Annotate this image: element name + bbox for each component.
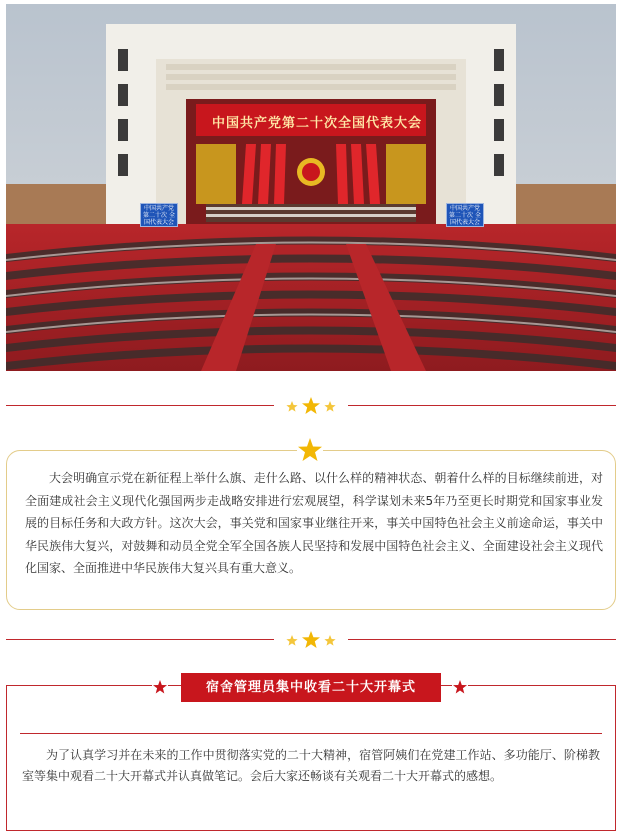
star-divider: [6, 397, 616, 415]
card-star: [297, 437, 323, 463]
red-star-icon: [152, 679, 168, 695]
star-icon: [286, 401, 297, 412]
star-divider: [6, 631, 616, 649]
star-icon: [302, 397, 320, 414]
divider-line-left: [6, 405, 274, 406]
intro-card: [6, 450, 616, 610]
star-icon: [324, 635, 335, 646]
intro-paragraph: 大会明确宣示党在新征程上举什么旗、走什么路、以什么样的精神状态、朝着什么样的目标继续前进，对全面建成社会主义现代化强国两步走战略安排进行宏观展望，科学谋划未来5年乃至更长时期党和国家事业发展的目标任务和大政方针。这次大会，事关党和国家事业继往开来，事关中国特色社会主义前途命运，事关中华民族伟大复兴，对鼓舞和动员全党全军全国各族人民坚持和发展中国特色社会主义、全面建设社会主义现代化国家、全面推进中华民族伟大复兴具有重大意义。: [25, 471, 603, 576]
title-star-left: [152, 679, 168, 695]
star-icon: [286, 635, 297, 646]
section-rule: [20, 733, 602, 734]
divider-stars: [276, 631, 346, 649]
congress-banner: 中国共产党第二十次全国代表大会: [211, 116, 422, 131]
hall-illustration: [6, 4, 616, 371]
divider-line-right: [348, 639, 616, 640]
left-screen: 中国共产党 第二十次 全国代表大会: [140, 203, 178, 227]
divider-line-left: [6, 639, 274, 640]
section-title: 宿舍管理员集中收看二十大开幕式: [181, 673, 441, 702]
star-icon: [324, 401, 335, 412]
congress-hall-photo: [6, 4, 616, 371]
divider-stars: [276, 397, 346, 415]
divider-line-right: [348, 405, 616, 406]
star-icon: [297, 437, 323, 463]
title-star-right: [452, 679, 468, 695]
right-screen: 中国共产党 第二十次 全国代表大会: [446, 203, 484, 227]
star-icon: [302, 631, 320, 648]
section-paragraph: 为了认真学习并在未来的工作中贯彻落实党的二十大精神，宿管阿姨们在党建工作站、多功能厅、阶梯教室等集中观看二十大开幕式并认真做笔记。会后大家还畅谈有关观看二十大开幕式的感想。: [22, 748, 600, 783]
red-star-icon: [452, 679, 468, 695]
